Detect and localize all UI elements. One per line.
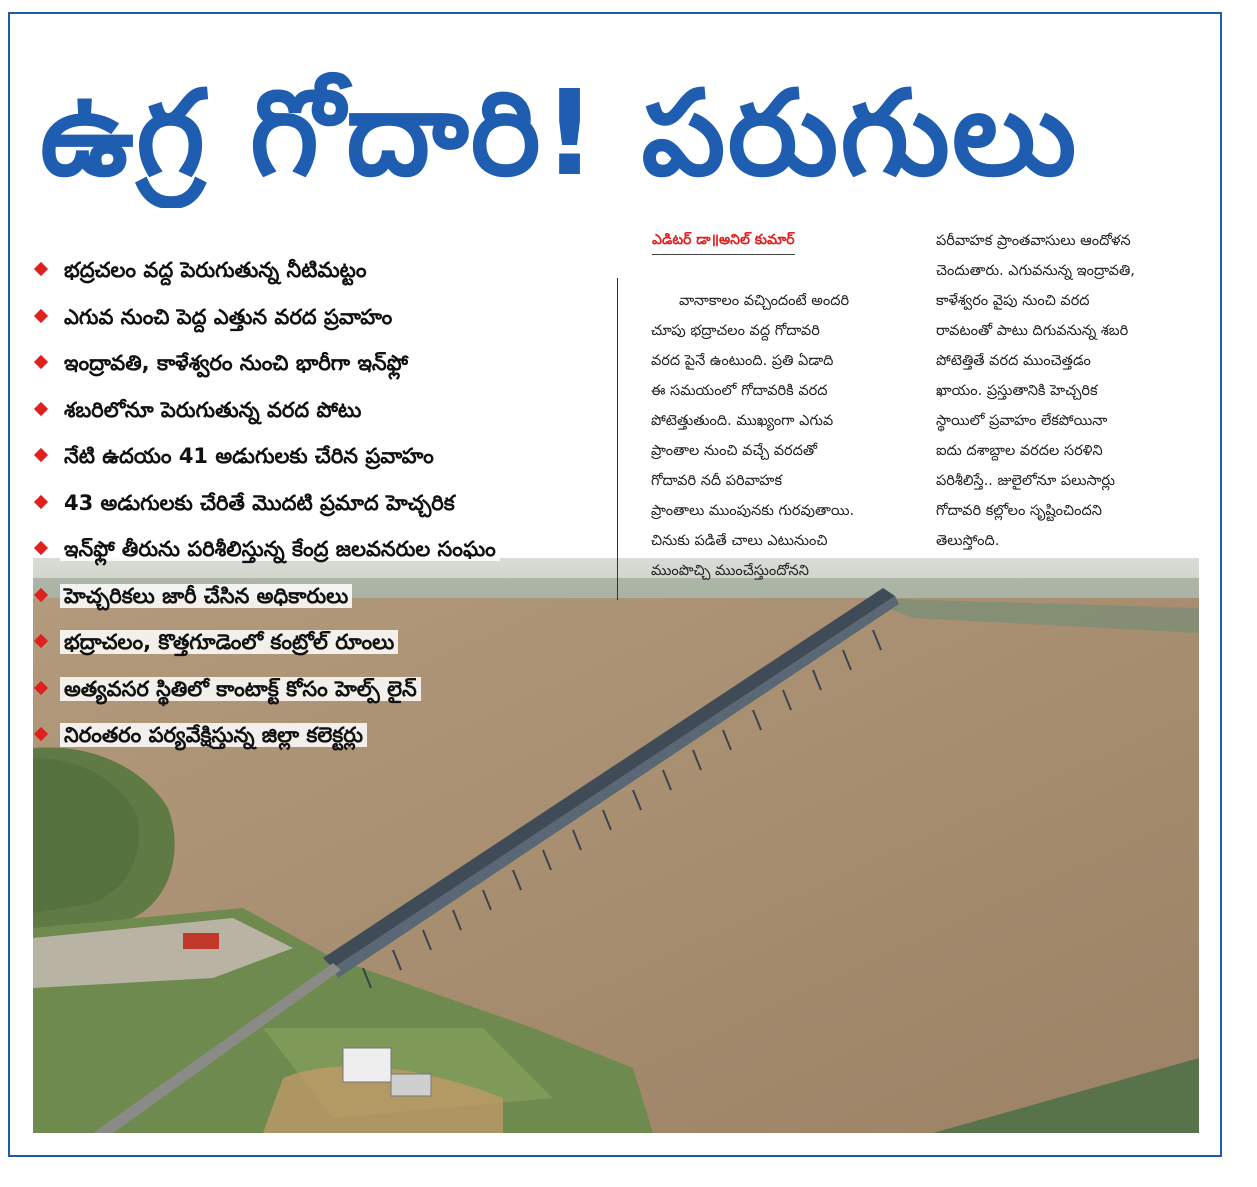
list-item: ఇన్‌ఫ్లో తీరును పరిశీలిస్తున్న కేంద్ర జలవనరుల సంఘం (32, 531, 622, 578)
text-line: గోదావరి కల్లోలం సృష్టించిందని (936, 503, 1102, 519)
list-item: నిరంతరం పర్యవేక్షిస్తున్న జిల్లా కలెక్టర్లు (32, 717, 622, 764)
text-line: పరీవాహక ప్రాంతవాసులు ఆందోళన (936, 233, 1131, 249)
text-line: వానాకాలం వచ్చిందంటే అందరి (679, 293, 850, 309)
article-column-2 (936, 226, 1198, 556)
list-item: భద్రచలం వద్ద పెరుగుతున్న నీటిమట్టం (32, 252, 622, 299)
list-item: ఎగువ నుంచి పెద్ద ఎత్తున వరద ప్రవాహం (32, 299, 622, 346)
diamond-bullet-icon (34, 355, 48, 369)
text-line: రావటంతో పాటు దిగువనున్న శబరి (936, 323, 1129, 339)
diamond-bullet-icon (34, 541, 48, 555)
diamond-bullet-icon (34, 401, 48, 415)
diamond-bullet-icon (34, 587, 48, 601)
text-line: స్థాయిలో ప్రవాహం లేకపోయినా (936, 413, 1108, 429)
column-divider (617, 278, 618, 600)
headline: ఉగ్ర గోదారి! పరుగులు (40, 64, 1079, 202)
text-line: చినుకు పడితే చాలు ఎటునుంచి (651, 533, 828, 549)
text-line: చెందుతారు. ఎగువనున్న ఇంద్రావతి, (936, 263, 1135, 279)
text-line: చూపు భద్రాచలం వద్ద గోదావరి (651, 323, 820, 339)
diamond-bullet-icon (34, 448, 48, 462)
diamond-bullet-icon (34, 680, 48, 694)
list-item: ఇంద్రావతి, కాళేశ్వరం నుంచి భారీగా ఇన్‌ఫ్లో (32, 345, 622, 392)
diamond-bullet-icon (34, 262, 48, 276)
text-line: ఐదు దశాబ్దాల వరదల సరళిని (936, 443, 1103, 459)
list-item: హెచ్చరికలు జారీ చేసిన అధికారులు (32, 578, 622, 625)
list-item: అత్యవసర స్థితిలో కాంటాక్ట్ కోసం హెల్ప్ లైన్ (32, 671, 622, 718)
text-line: కాళేశ్వరం వైపు నుంచి వరద (936, 293, 1090, 309)
text-line: పరిశీలిస్తే.. జులైలోనూ పలుసార్లు (936, 473, 1116, 489)
text-line: వరద పైనే ఉంటుంది. ప్రతి ఏడాది (651, 353, 834, 369)
text-line: ముంపొచ్చి ముంచేస్తుందోనని (651, 563, 809, 579)
list-item: భద్రాచలం, కొత్తగూడెంలో కంట్రోల్ రూంలు (32, 624, 622, 671)
diamond-bullet-icon (34, 494, 48, 508)
text-line: ఖాయం. ప్రస్తుతానికి హెచ్చరిక (936, 383, 1098, 399)
diamond-bullet-icon (34, 634, 48, 648)
text-line: గోదావరి నదీ పరివాహక (651, 473, 783, 489)
list-item: నేటి ఉదయం 41 అడుగులకు చేరిన ప్రవాహం (32, 438, 622, 485)
text-line: తెలుస్తోంది. (936, 533, 1000, 549)
text-line: ప్రాంతాల నుంచి వచ్చే వరదతో (651, 443, 818, 459)
byline: ఎడిటర్ డా॥అనిల్ కుమార్ (652, 230, 795, 255)
diamond-bullet-icon (34, 308, 48, 322)
list-item: శబరిలోనూ పెరుగుతున్న వరద పోటు (32, 392, 622, 439)
text-line: ప్రాంతాలు ముంపునకు గురవుతాయి. (651, 503, 855, 519)
text-line: ఈ సమయంలో గోదావరికి వరద (651, 383, 828, 399)
diamond-bullet-icon (34, 727, 48, 741)
text-line: పోటెత్తితే వరద ముంచెత్తడం (936, 353, 1091, 369)
article-column-1 (651, 286, 913, 586)
text-line: పోటెత్తుతుంది. ముఖ్యంగా ఎగువ (651, 413, 834, 429)
highlights-list (32, 252, 622, 764)
list-item: 43 అడుగులకు చేరితే మొదటి ప్రమాద హెచ్చరిక (32, 485, 622, 532)
